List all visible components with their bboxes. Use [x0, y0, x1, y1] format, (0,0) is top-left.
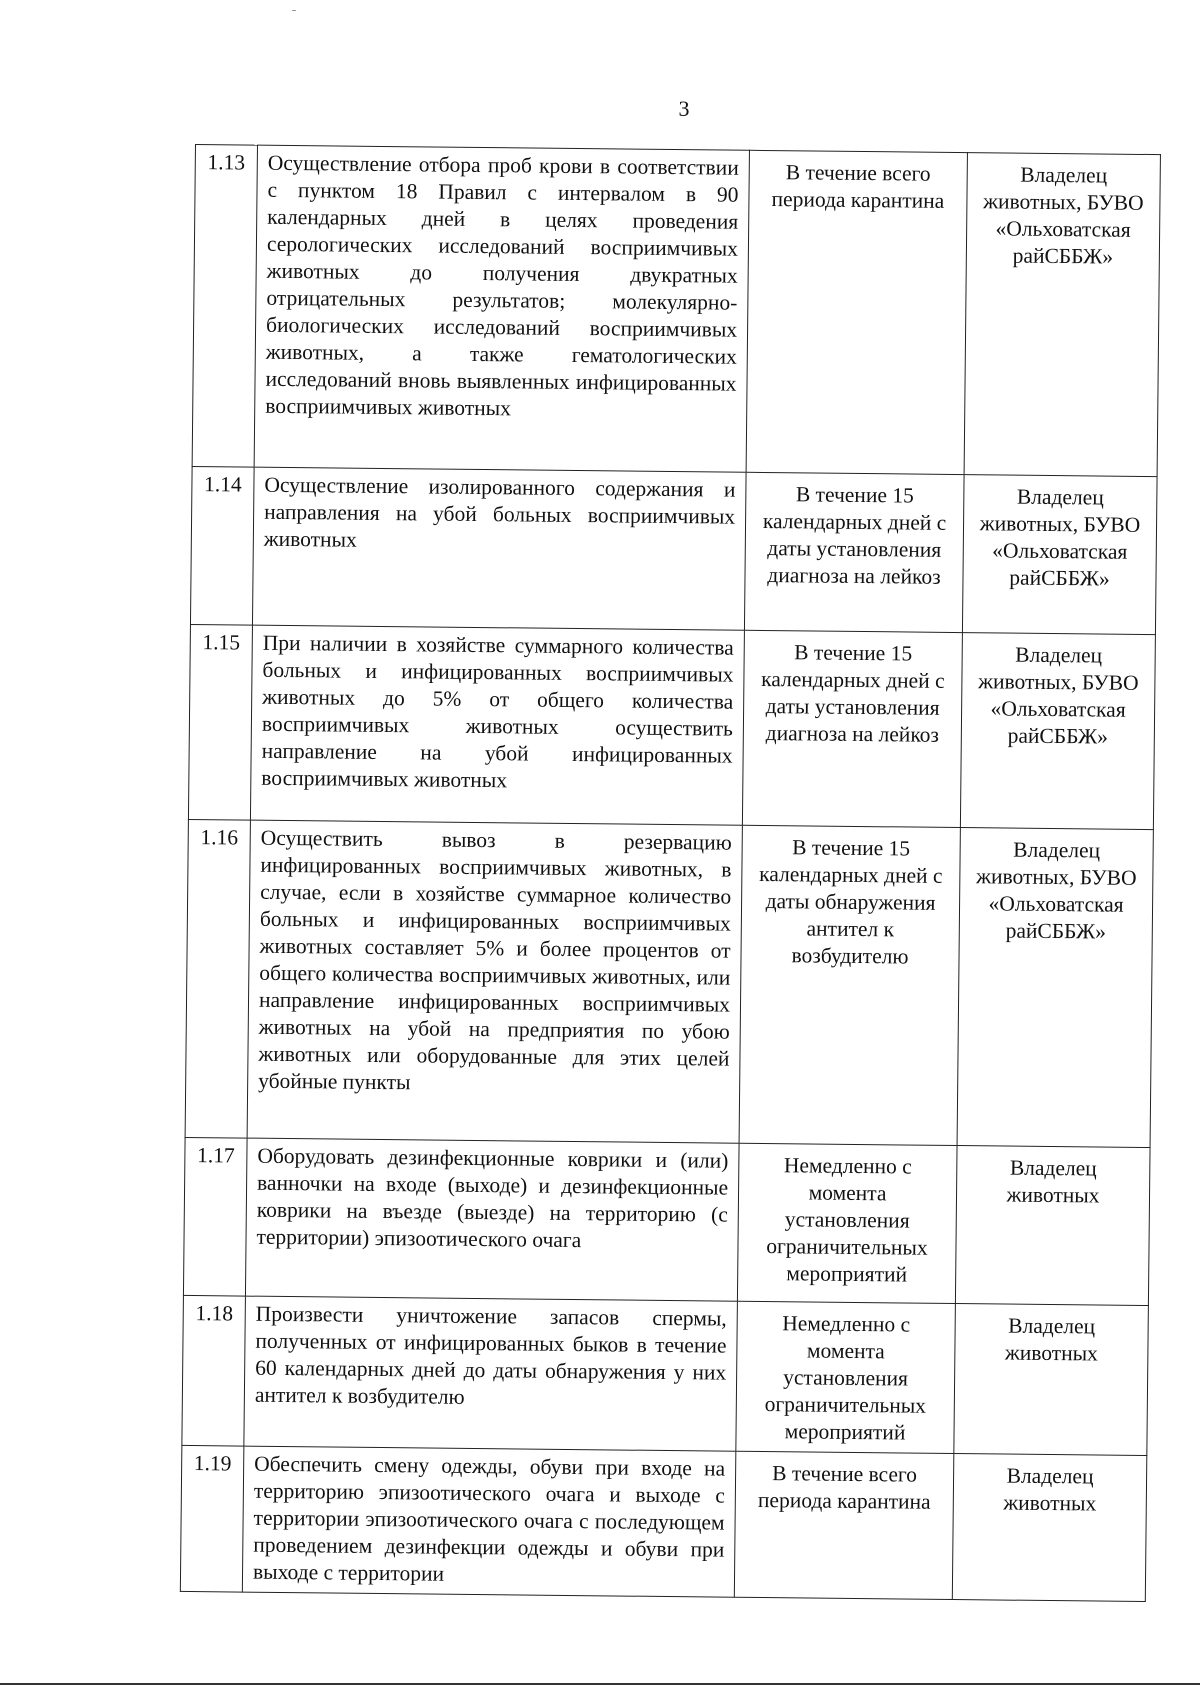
table-row	[192, 145, 1160, 477]
responsible-party: Владелец животных, БУВО «Ольховатская райСББЖ»	[962, 475, 1157, 635]
measure-description: Оборудовать дезинфекционные коврики и (или) ванночки на входе (выходе) и дезинфекционные коврики на въезде (выезде) на территорию (с территории) эпизоотического очага	[245, 1138, 739, 1301]
table-row	[180, 1445, 1146, 1601]
responsible-party: Владелец животных, БУВО «Ольховатская райСББЖ»	[957, 828, 1153, 1148]
deadline: В течение 15 календарных дней с даты установления диагноза на лейкоз	[744, 472, 964, 632]
table-row	[188, 624, 1155, 829]
responsible-party: Владелец животных	[952, 1454, 1147, 1602]
deadline: В течение всего периода карантина	[746, 150, 967, 474]
measure-description: Осуществление отбора проб крови в соответствии с пунктом 18 Правил с интервалом в 90 календарных дней в целях проведения серологических исследований восприимчивых животных до получения двукратных отрицательных результатов; молекулярно-биологических исследований восприимчивых животных, а также гематологических исследований вновь выявленных инфицированных восприимчивых животных	[254, 145, 749, 472]
item-number: 1.13	[192, 145, 257, 468]
item-number: 1.19	[180, 1445, 244, 1592]
item-number: 1.17	[183, 1137, 247, 1296]
responsible-party: Владелец животных, БУВО «Ольховатская райСББЖ»	[960, 633, 1155, 830]
measures-table	[180, 144, 1161, 1602]
page-bottom-edge	[0, 1683, 1200, 1685]
measure-description: При наличии в хозяйстве суммарного количества больных и инфицированных восприимчивых животных до 5% от общего количества восприимчивых животных осуществить направление на убой инфицированных восприимчивых животных	[250, 625, 744, 825]
responsible-party: Владелец животных	[955, 1146, 1150, 1306]
deadline: В течение 15 календарных дней с даты обнаружения антител к возбудителю	[739, 825, 960, 1145]
page-number: 3	[678, 96, 690, 121]
table-row	[183, 1137, 1150, 1305]
responsible-party: Владелец животных	[954, 1304, 1149, 1456]
deadline: В течение всего периода карантина	[734, 1451, 954, 1599]
item-number: 1.15	[188, 624, 252, 820]
measure-description: Осуществление изолированного содержания и направления на убой больных восприимчивых животных	[252, 467, 746, 630]
deadline: В течение 15 календарных дней с даты установления диагноза на лейкоз	[742, 630, 962, 827]
item-number: 1.18	[182, 1295, 246, 1446]
responsible-party: Владелец животных, БУВО «Ольховатская райСББЖ»	[964, 153, 1160, 477]
item-number: 1.14	[190, 466, 254, 625]
deadline: Немедленно с момента установления ограничительных мероприятий	[736, 1301, 956, 1453]
measure-description: Осуществить вывоз в резервацию инфицированных восприимчивых животных, в случае, если в хозяйстве суммарное количество больных и инфицированных восприимчивых животных составляет 5% и более процентов от общего количества восприимчивых животных, или направление инфицированных восприимчивых животных на убой на предприятия по убою животных или оборудованные для этих целей убойные пункты	[247, 820, 742, 1143]
table-row	[185, 819, 1153, 1147]
table-row	[182, 1295, 1149, 1455]
scan-speck	[292, 10, 296, 11]
deadline: Немедленно с момента установления ограничительных мероприятий	[737, 1143, 957, 1303]
measure-description: Обеспечить смену одежды, обуви при входе на территорию эпизоотического очага и выходе с территории эпизоотического очага с последующем проведением дезинфекции одежды и обуви при выходе с территории	[242, 1446, 736, 1597]
item-number: 1.16	[185, 819, 250, 1138]
measure-description: Произвести уничтожение запасов спермы, полученных от инфицированных быков в течение 60 календарных дней до даты обнаружения у них антител к возбудителю	[244, 1296, 738, 1451]
table-row	[190, 466, 1157, 634]
